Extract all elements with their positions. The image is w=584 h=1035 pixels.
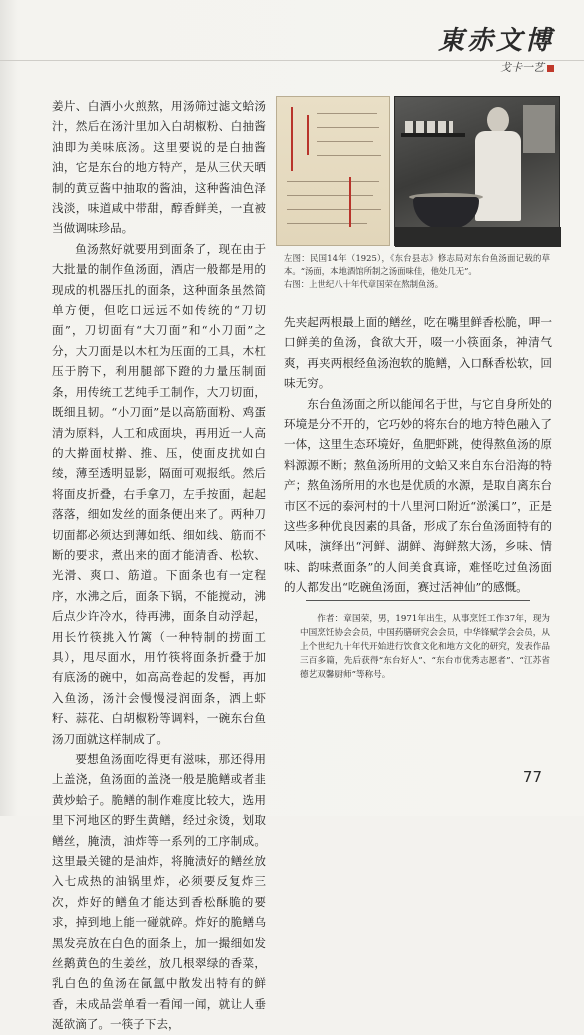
caption-left: 左图：民国14年（1925），《东台县志》修志局对东台鱼汤面记载的草本。“汤面，本地酒馆所制之汤面味佳，他处几无”。 xyxy=(284,253,550,276)
author-bio-text: 作者：章国荣，男，1971年出生，从事烹饪工作37年，现为中国烹饪协会会员，中国药膳研究会会员，中华锋赋学会会员，从上个世纪九十年代开始进行饮食文化和地方文化的研究，发表作品三百多篇，先后获得“东台好人”、“东台市优秀志愿者”、“江苏省德艺双馨厨师”等称号。 xyxy=(300,614,550,680)
section-divider xyxy=(306,600,530,601)
header-rule xyxy=(0,60,584,61)
photo-pair xyxy=(276,96,560,246)
article-paragraph: 先夹起两根最上面的鳝丝，吃在嘴里鲜香松脆，呷一口鲜美的鱼汤，食欲大开，啜一小筷面条，神清气爽，再夹两根经鱼汤泡软的脆鳝，入口酥香松软，回味无穷。 xyxy=(284,315,552,391)
magazine-brand xyxy=(438,20,554,75)
caption-right: 右图：上世纪八十年代章国荣在熬制鱼汤。 xyxy=(284,279,444,289)
article-paragraph: 鱼汤熬好就要用到面条了，现在由于大批量的制作鱼汤面，酒店一般都是用的现成的机器压扎的面条，这种面条虽然简单方便，但吃口远远不如传统的“刀切面”，刀切面有“大刀面”和“小刀面”之分，大刀面是以木杠为压面的工具，木杠压于胯下，利用腿部下蹬的力量压制面条，用传统工艺纯手工制作，大刀切面，既细且韧。“小刀面”是以高筋面粉、鸡蛋清为原料，人工和成面块，再用近一人高的大擀面杖擀、推、压，使面皮扰如白绫，薄至透明显影，隔面可观报纸。然后将面皮折叠，右手拿刀，左手按面，起起落落，细如发丝的面条便出来了。两种刀切面都必须达到薄如纸、细如线、筋而不断的要求，煮出来的面才能清香、松软、光滑、爽口、筋道。下面条也有一定程序，水沸之后，面条下锅，不能搅动，沸后点少许冷水，待再沸，面条自动浮起，用长竹筷挑入竹篱（一种特制的捞面工具），甩尽面水，用竹筷将面条折叠于加有底汤的碗中，如高高卷起的发髻，再加入鱼汤，汤汁会慢慢浸润面条，洒上虾籽、蒜花、白胡椒粉等调料，一碗东台鱼汤刀面就这样制成了。 xyxy=(52,241,266,746)
county-annals-manuscript-image xyxy=(276,96,390,246)
article-paragraph: 姜片、白酒小火煎熬，用汤筛过滤文蛤汤汁，然后在汤汁里加入白胡椒粉、白抽酱油即为美味底汤。这里要说的是白抽酱油，它是东台的地方特产，是从三伏天晒制的黄豆酱中抽取的酱油，这种酱油色泽浅淡，味道咸中带甜，醇香鲜美，一直被当做调味珍品。 xyxy=(52,99,266,236)
article-paragraph: 东台鱼汤面之所以能闻名于世，与它自身所处的环境是分不开的，它巧妙的将东台的地方特色融入了一体，这里生态环境好，鱼肥虾跳，使得熬鱼汤的原料源源不断；熬鱼汤所用的文蛤又来自东台沿海的特产；熬鱼汤所用的水也是优质的水源，是取自离东台市区不远的泰河村的十八里河口附近“淤溪口”，正是这些多种优良因素的具备，形成了东台鱼汤面特有的风味，演绎出“河鲜、湖鲜、海鲜熬大汤，乡味、情味、韵味煮面条”的人间美食真谛，难怪吃过鱼汤面的人都发出“吃碗鱼汤面，赛过活神仙”的感慨。 xyxy=(284,396,552,595)
brand-signature xyxy=(438,59,554,75)
brand-title: 東赤文博 xyxy=(437,26,554,56)
page-number: 77 xyxy=(522,768,542,786)
author-bio xyxy=(300,612,550,682)
photo-caption xyxy=(284,252,550,291)
chef-cooking-fish-soup-photo xyxy=(394,96,560,246)
article-paragraph: 要想鱼汤面吃得更有滋味，那还得用上盖浇，鱼汤面的盖浇一般是脆鳝或者韭黄炒蛤子。脆鳝的制作难度比较大，选用里下河地区的野生黄鳝，经过汆烫，划取鳝丝，腌渍，油炸等一系列的工序制成。这里最关键的是油炸，将腌渍好的鳝丝放入七成热的油锅里炸，必须要反复炸三次，炸好的鳝鱼才能达到香松酥脆的要求，掉到地上能一碰就碎。炸好的脆鳝乌黑发亮放在白色的面条上，加一撮细如发丝鹅黄色的生姜丝，放几根翠绿的香菜，乳白色的鱼汤在氤氲中散发出特有的鲜香，未成品尝单看一看闻一闻，就让人垂涎欲滴了。一筷子下去， xyxy=(52,752,266,1032)
brand-signature-text: 戈卡一艺 xyxy=(500,61,544,74)
article-right-column xyxy=(284,312,552,598)
seal-stamp-icon xyxy=(547,65,554,72)
article-left-column xyxy=(52,96,266,1035)
